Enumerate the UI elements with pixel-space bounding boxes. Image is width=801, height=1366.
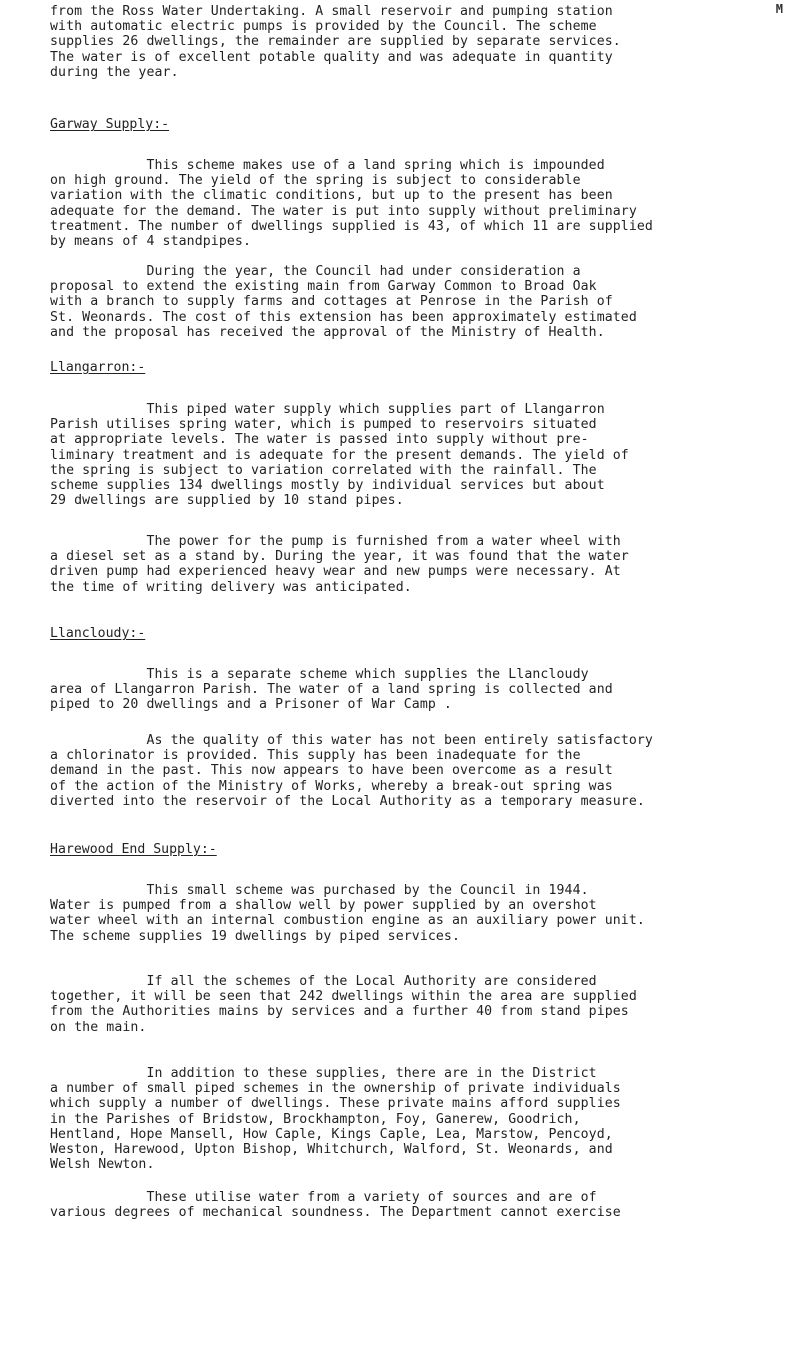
harewood-heading: Harewood End Supply:- bbox=[50, 842, 217, 857]
llancloudy-paragraph-1: This is a separate scheme which supplies the Llancloudy area of Llangarron Parish. The water of a land spring is collected and piped to 20 dwellings and a Prisoner of War Camp . bbox=[50, 667, 613, 713]
llancloudy-heading: Llancloudy:- bbox=[50, 626, 146, 641]
summary-paragraph: If all the schemes of the Local Authority are considered together, it will be seen that 242 dwellings within the area are supplied from the Authorities mains by services and a further 40 from stand pipes on the main. bbox=[50, 974, 637, 1035]
llangarron-heading: Llangarron:- bbox=[50, 360, 146, 375]
garway-heading: Garway Supply:- bbox=[50, 117, 170, 132]
llancloudy-paragraph-2: As the quality of this water has not been entirely satisfactory a chlorinator is provided. This supply has been inadequate for the demand in the past. This now appears to have been overcome as a result of the action of the Ministry of Works, whereby a break-out spring was diverted into the reservoir of the Local Authority as a temporary measure. bbox=[50, 733, 653, 809]
ross-paragraph: from the Ross Water Undertaking. A small reservoir and pumping station with automatic electric pumps is provided by the Council. The scheme supplies 26 dwellings, the remainder are supplied by separate services. The water is of excellent potable quality and was adequate in quantity during the year. bbox=[50, 4, 621, 80]
garway-paragraph-2: During the year, the Council had under consideration a proposal to extend the existing main from Garway Common to Broad Oak with a branch to supply farms and cottages at Penrose in the Parish of St. Weonards. The cost of this extension has been approximately estimated and the proposal has received the approval of the Ministry of Health. bbox=[50, 264, 637, 340]
llangarron-paragraph-1: This piped water supply which supplies part of Llangarron Parish utilises spring water, which is pumped to reservoirs situated at appropriate levels. The water is passed into supply without pre- liminary treatment and is adequate for the present demands. The yield of the spring is subject to variation correlated with the rainfall. The scheme supplies 134 dwellings mostly by individual services but about 29 dwellings are supplied by 10 stand pipes. bbox=[50, 402, 629, 509]
page-mark: M bbox=[775, 2, 783, 16]
harewood-paragraph: This small scheme was purchased by the Council in 1944. Water is pumped from a shallow well by power supplied by an overshot water wheel with an internal combustion engine as an auxiliary power unit. The scheme supplies 19 dwellings by piped services. bbox=[50, 883, 645, 944]
garway-paragraph-1: This scheme makes use of a land spring which is impounded on high ground. The yield of the spring is subject to considerable variation with the climatic conditions, but up to the present has been adequate for the demand. The water is put into supply without preliminary treatment. The number of dwellings supplied is 43, of which 11 are supplied by means of 4 standpipes. bbox=[50, 158, 653, 250]
private-schemes-paragraph: In addition to these supplies, there are in the District a number of small piped schemes in the ownership of private individuals which supply a number of dwellings. These private mains afford supplies in the Parishes of Bridstow, Brockhampton, Foy, Ganerew, Goodrich, Hentland, Hope Mansell, How Caple, Kings Caple, Lea, Marstow, Pencoyd, Weston, Harewood, Upton Bishop, Whitchurch, Walford, St. Weonards, and Welsh Newton. bbox=[50, 1066, 621, 1173]
llangarron-paragraph-2: The power for the pump is furnished from a water wheel with a diesel set as a stand by. During the year, it was found that the water driven pump had experienced heavy wear and new pumps were necessary. At the time of writing delivery was anticipated. bbox=[50, 534, 629, 595]
final-paragraph: These utilise water from a variety of sources and are of various degrees of mechanical soundness. The Department cannot exercise bbox=[50, 1190, 621, 1221]
